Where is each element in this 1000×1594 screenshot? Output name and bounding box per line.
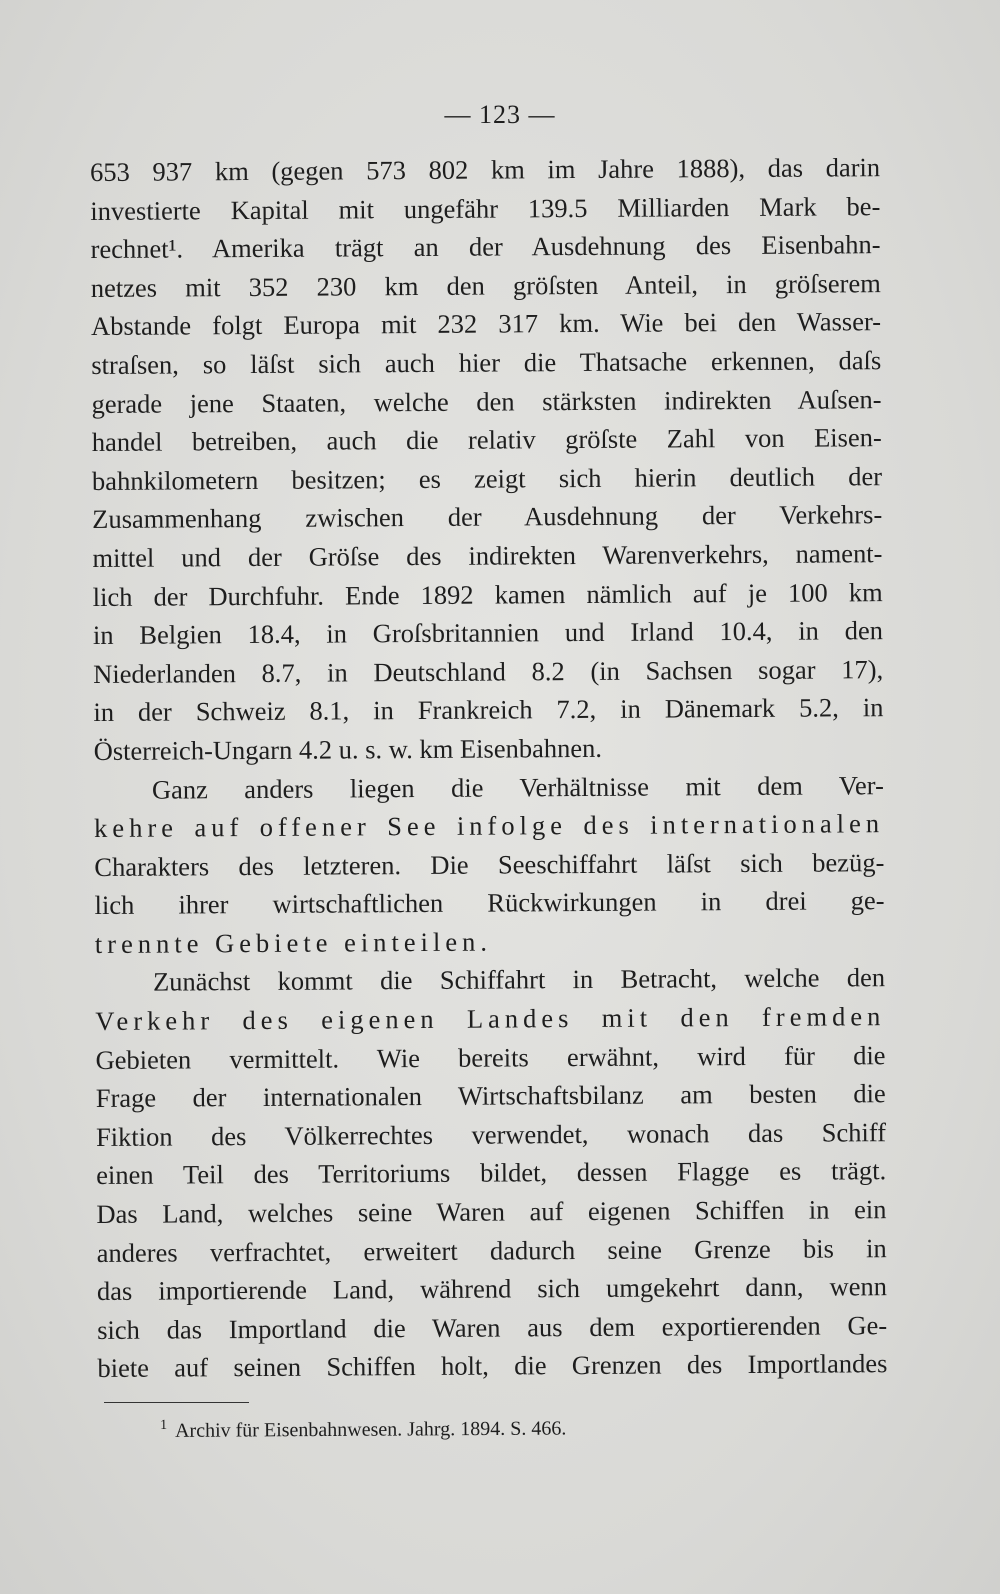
text-line: in der Schweiz 8.1, in Frankreich 7.2, in Dänemark 5.2, in	[93, 692, 884, 728]
text-line: Zusammenhang zwischen der Ausdehnung der Verkehrs-	[92, 499, 883, 535]
text-line: einen Teil des Territoriums bildet, dessen Flagge es trägt.	[96, 1155, 887, 1191]
text-line: Abstande folgt Europa mit 232 317 km. Wie bei den Wasser-	[90, 306, 882, 342]
text-line: sich das Importland die Waren aus dem exportierenden Ge-	[97, 1309, 888, 1345]
text-line: Niederlanden 8.7, in Deutschland 8.2 (in Sachsen sogar 17),	[93, 653, 884, 689]
text-line: straſsen, so läſst sich auch hier die Thatsache erkennen, daſs	[91, 345, 882, 380]
text-line: biete auf seinen Schiffen holt, die Grenzen des Importlandes	[97, 1348, 888, 1384]
body-text	[90, 148, 888, 1388]
text-line: Zunächst kommt die Schiffahrt in Betracht, welche den	[152, 962, 886, 998]
text-line: anderes verfrachtet, erweitert dadurch seine Grenze bis in	[96, 1232, 887, 1268]
text-line: gerade jene Staaten, welche den stärksten indirekten Auſsen-	[91, 383, 882, 419]
text-line: rechnet¹. Amerika trägt an der Ausdehnung des Eisenbahn-	[90, 229, 881, 265]
footnote	[160, 1416, 566, 1443]
text-line: bahnkilometern besitzen; es zeigt sich hierin deutlich der	[91, 460, 883, 496]
text-line: Fiktion des Völkerrechtes verwendet, wonach das Schiff	[95, 1116, 887, 1152]
text-line: Charakters des letzteren. Die Seeschiffahrt läſst sich bezüg-	[94, 846, 885, 882]
text-line: Österreich-Ungarn 4.2 u. s. w. km Eisenbahnen.	[93, 732, 603, 766]
text-line: lich der Durchfuhr. Ende 1892 kamen nämlich auf je 100 km	[92, 576, 883, 612]
page-number: — 123 —	[444, 100, 556, 129]
text-line: trennte Gebiete einteilen.	[94, 926, 493, 959]
text-line: das importierende Land, während sich umgekehrt dann, wenn	[96, 1271, 888, 1307]
text-line: mittel und der Gröſse des indirekten Warenverkehrs, nament-	[92, 538, 883, 573]
text-line: Gebieten vermittelt. Wie bereits erwähnt, wird für die	[95, 1039, 886, 1075]
text-line: in Belgien 18.4, in Groſsbritannien und Irland 10.4, in den	[92, 615, 884, 651]
text-line: lich ihrer wirtschaftlichen Rückwirkungen in drei ge-	[94, 885, 885, 921]
footnote-divider	[104, 1402, 249, 1403]
text-line: netzes mit 352 230 km den gröſsten Anteil, in gröſserem	[90, 267, 881, 303]
footnote-marker: 1	[160, 1417, 168, 1433]
text-line: Verkehr des eigenen Landes mit den fremden	[95, 1001, 886, 1037]
text-line: Das Land, welches seine Waren auf eigenen Schiffen in ein	[96, 1194, 887, 1230]
text-line: handel betreiben, auch die relativ gröſste Zahl von Eisen-	[91, 422, 882, 458]
footnote-text: Archiv für Eisenbahnwesen. Jahrg. 1894. S. 466.	[175, 1417, 567, 1442]
text-line: Ganz anders liegen die Verhältnisse mit dem Ver-	[151, 769, 884, 805]
text-line: kehre auf offener See infolge des internationalen	[94, 808, 885, 844]
text-line: investierte Kapital mit ungefähr 139.5 Milliarden Mark be-	[90, 190, 881, 226]
text-line: Frage der internationalen Wirtschaftsbilanz am besten die	[95, 1078, 886, 1114]
text-line: 653 937 km (gegen 573 802 km im Jahre 1888), das darin	[90, 152, 881, 187]
